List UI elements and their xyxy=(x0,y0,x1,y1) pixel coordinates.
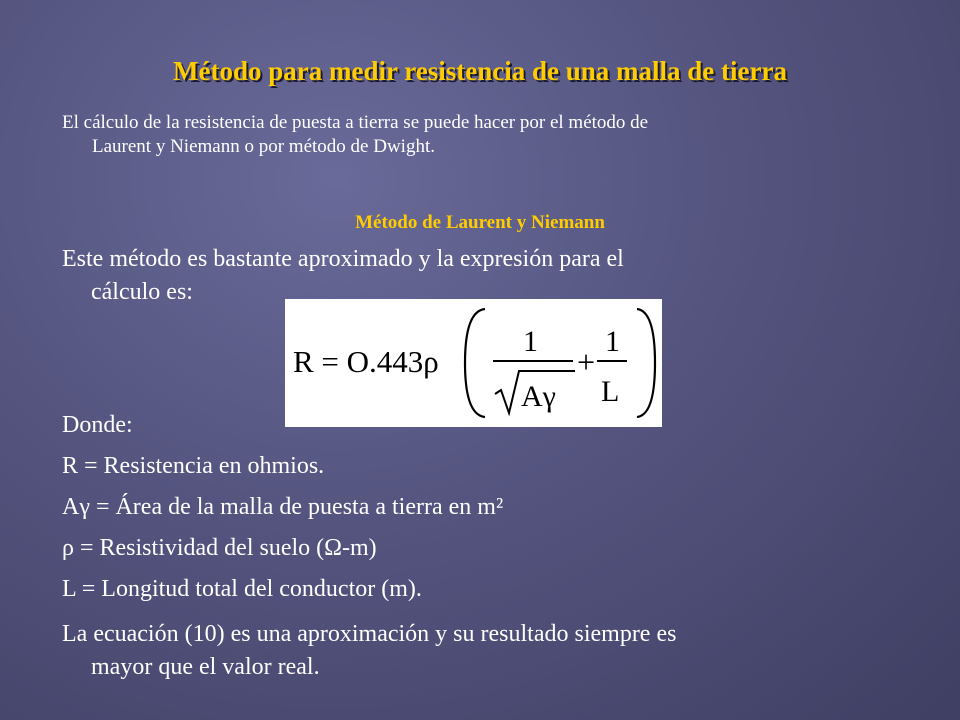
fraction1-numerator: 1 xyxy=(523,325,538,358)
fraction2-denominator: L xyxy=(601,375,620,408)
formula-image xyxy=(285,299,662,427)
definitions-heading: Donde: xyxy=(62,412,133,438)
formula-svg xyxy=(285,299,662,427)
description-line-1: Este método es bastante aproximado y la expresión para el xyxy=(62,246,624,272)
definition-length: L = Longitud total del conductor (m). xyxy=(62,576,422,602)
definition-area: Aγ = Área de la malla de puesta a tierra en m² xyxy=(62,494,504,520)
fraction1-denominator: Aγ xyxy=(521,380,556,413)
intro-paragraph xyxy=(62,111,902,159)
left-paren xyxy=(465,309,485,417)
right-paren xyxy=(637,309,655,417)
intro-line-2: Laurent y Niemann o por método de Dwight. xyxy=(92,136,435,157)
intro-line-1: El cálculo de la resistencia de puesta a tierra se puede hacer por el método de xyxy=(62,112,649,133)
definition-r: R = Resistencia en ohmios. xyxy=(62,453,325,479)
plus-sign: + xyxy=(577,344,596,380)
closing-paragraph xyxy=(62,618,676,684)
description-line-2: cálculo es: xyxy=(91,279,193,305)
method-subheading: Método de Laurent y Niemann xyxy=(355,212,605,233)
closing-line-1: La ecuación (10) es una aproximación y su resultado siempre es xyxy=(62,621,677,647)
definition-rho: ρ = Resistividad del suelo (Ω-m) xyxy=(62,535,377,561)
slide-title: Método para medir resistencia de una malla de tierra xyxy=(173,56,787,86)
fraction2-numerator: 1 xyxy=(605,325,620,358)
closing-line-2: mayor que el valor real. xyxy=(91,654,320,680)
formula-lhs: R = O.443ρ xyxy=(293,344,439,379)
